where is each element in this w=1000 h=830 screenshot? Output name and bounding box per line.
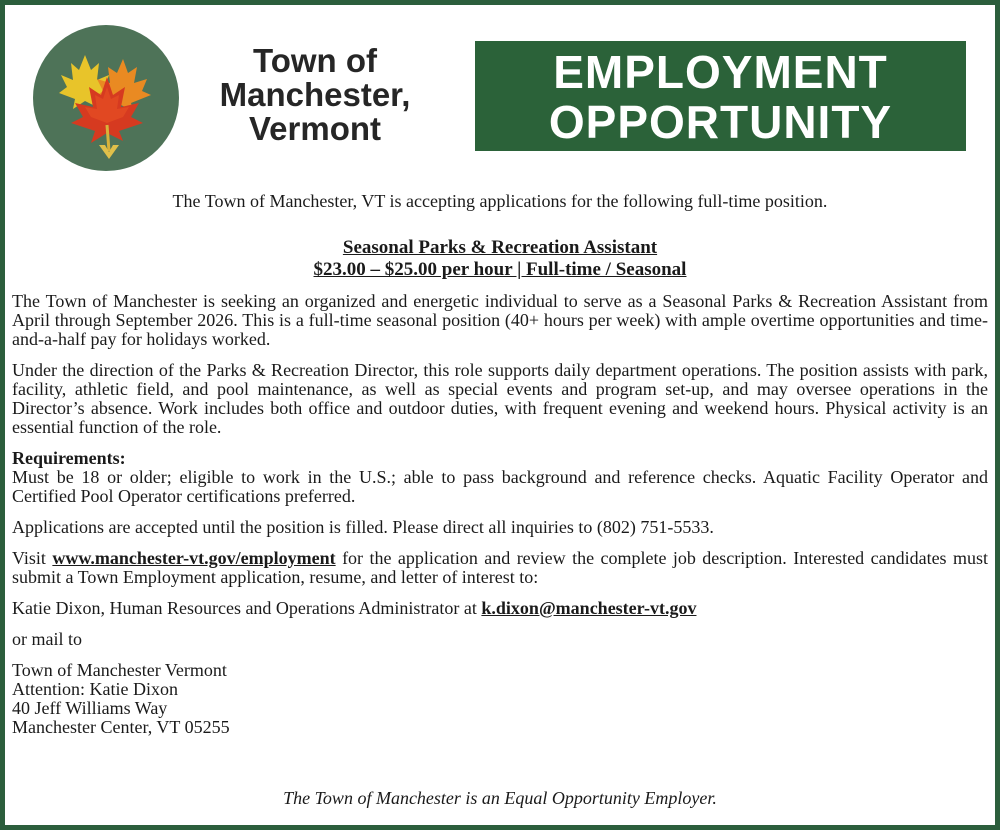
address-line4: Manchester Center, VT 05255 bbox=[12, 717, 230, 737]
description-paragraph: The Town of Manchester is seeking an organized and energetic individual to serve as a Seasonal Parks & Recreation Assistant from April through September 2026. This is a full-time seasonal position (40+ hours per week) with ample overtime opportunities and time-and-a-half pay for holidays worked. bbox=[12, 291, 988, 349]
address-line2: Attention: Katie Dixon bbox=[12, 679, 178, 699]
maple-leaf-icon bbox=[33, 25, 179, 171]
contact-email-link[interactable]: k.dixon@manchester-vt.gov bbox=[481, 598, 697, 618]
mailing-address bbox=[12, 661, 988, 737]
employment-link[interactable]: www.manchester-vt.gov/employment bbox=[52, 548, 336, 568]
applications-paragraph: Applications are accepted until the position is filled. Please direct all inquiries to (802) 751-5533. bbox=[12, 517, 714, 537]
town-name-line2: Manchester, bbox=[219, 76, 411, 113]
requirements-paragraph bbox=[12, 449, 988, 506]
banner-line2: OPPORTUNITY bbox=[548, 96, 893, 148]
contact-prefix: Katie Dixon, Human Resources and Operations Administrator at bbox=[12, 598, 482, 618]
town-name-line1: Town of bbox=[252, 42, 377, 79]
or-mail-text: or mail to bbox=[12, 629, 82, 649]
job-title: Seasonal Parks & Recreation Assistant bbox=[342, 237, 658, 258]
duties-paragraph: Under the direction of the Parks & Recreation Director, this role supports daily department operations. The position assists with park, facility, athletic field, and pool maintenance, as well as special events and program set-up, and may oversee operations in the Director’s absence. Work includes both office and outdoor duties, with frequent evening and weekend hours. Physical activity is an essential function of the role. bbox=[12, 360, 988, 437]
visit-paragraph bbox=[12, 549, 988, 587]
town-name bbox=[190, 44, 440, 146]
visit-suffix: for the application and review the complete job description. Interested candidates must submit a Town Employment application, resume, and letter of interest to: bbox=[12, 548, 988, 587]
employment-banner bbox=[475, 41, 966, 151]
banner-line1: EMPLOYMENT bbox=[553, 46, 888, 98]
town-name-line3: Vermont bbox=[248, 110, 382, 147]
contact-paragraph bbox=[12, 599, 988, 618]
address-line1: Town of Manchester Vermont bbox=[12, 660, 227, 680]
job-pay: $23.00 – $25.00 per hour | Full-time / Seasonal bbox=[313, 259, 687, 280]
ad-body bbox=[12, 292, 988, 749]
address-line3: 40 Jeff Williams Way bbox=[12, 698, 168, 718]
job-heading bbox=[0, 237, 1000, 281]
requirements-text: Must be 18 or older; eligible to work in the U.S.; able to pass background and reference checks. Aquatic Facility Operator and Certified Pool Operator certifications preferred. bbox=[12, 467, 988, 506]
eoe-statement: The Town of Manchester is an Equal Opportunity Employer. bbox=[283, 788, 717, 808]
visit-prefix: Visit bbox=[12, 548, 53, 568]
town-logo bbox=[33, 25, 179, 171]
intro-text: The Town of Manchester, VT is accepting applications for the following full-time position. bbox=[172, 191, 828, 211]
requirements-heading: Requirements: bbox=[12, 448, 126, 468]
